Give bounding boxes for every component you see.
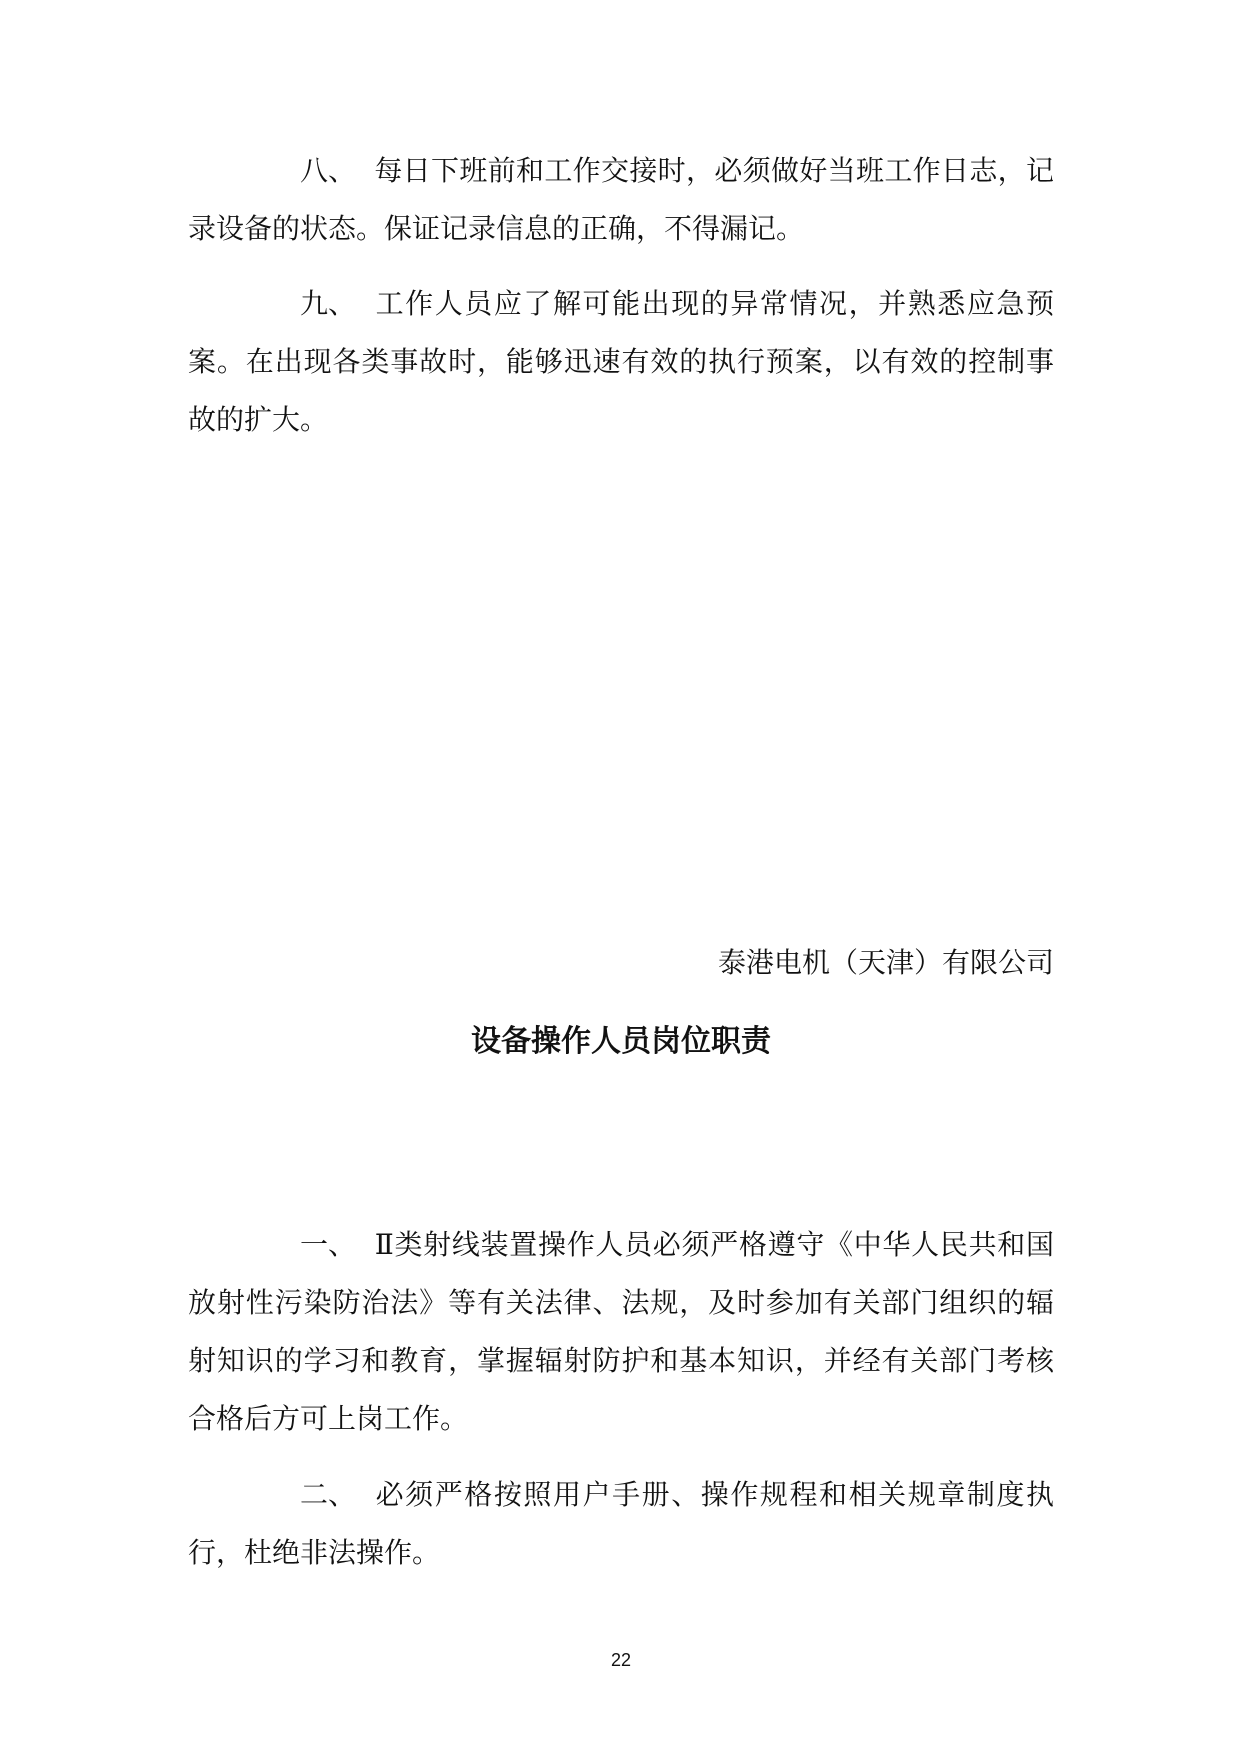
duty-2 (188, 1466, 1054, 1582)
clause-number: 一、 (300, 1228, 357, 1261)
clause-text: Ⅱ类射线装置操作人员必须严格遵守《中华人民共和国放射性污染防治法》等有关法律、法规，及时参加有关部门组织的辐射知识的学习和教育，掌握辐射防护和基本知识，并经有关部门考核合格后方可上岗工作。 (188, 1228, 1054, 1435)
section-title: 设备操作人员岗位职责 (471, 1024, 771, 1059)
clause-number: 二、 (300, 1478, 357, 1511)
clause-8 (188, 142, 1054, 258)
clause-text: 每日下班前和工作交接时，必须做好当班工作日志，记录设备的状态。保证记录信息的正确，不得漏记。 (188, 154, 1054, 245)
clause-text: 工作人员应了解可能出现的异常情况，并熟悉应急预案。在出现各类事故时，能够迅速有效的执行预案，以有效的控制事故的扩大。 (188, 287, 1054, 436)
duty-1 (188, 1216, 1054, 1448)
clause-number: 八、 (300, 154, 357, 187)
page-number: 22 (610, 1650, 632, 1670)
clause-9 (188, 275, 1054, 449)
clause-text: 必须严格按照用户手册、操作规程和相关规章制度执行，杜绝非法操作。 (188, 1478, 1054, 1569)
company-signature: 泰港电机（天津）有限公司 (717, 946, 1054, 979)
clause-number: 九、 (300, 287, 357, 320)
